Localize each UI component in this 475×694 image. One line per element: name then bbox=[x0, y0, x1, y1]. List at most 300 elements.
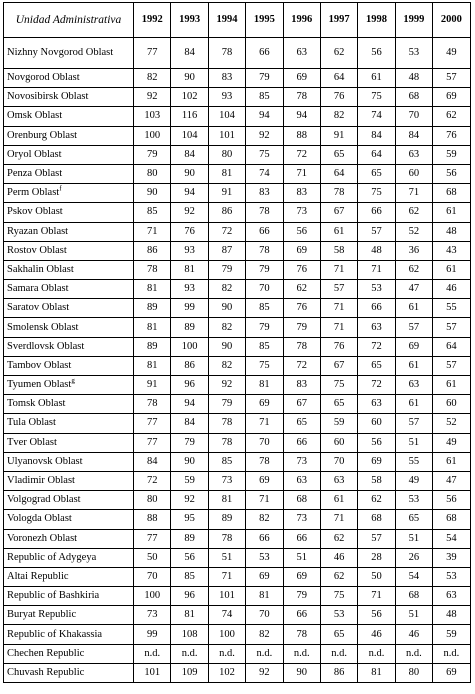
value-cell: 69 bbox=[246, 567, 283, 586]
value-cell: n.d. bbox=[283, 644, 320, 663]
value-cell: 69 bbox=[358, 452, 395, 471]
value-cell: 96 bbox=[171, 376, 208, 395]
region-name-cell bbox=[4, 299, 134, 318]
value-cell: 71 bbox=[246, 491, 283, 510]
region-name-cell bbox=[4, 452, 134, 471]
value-cell: 86 bbox=[171, 356, 208, 375]
value-cell: 68 bbox=[395, 587, 432, 606]
region-name-cell bbox=[4, 337, 134, 356]
value-cell: 71 bbox=[320, 260, 357, 279]
value-cell: 84 bbox=[171, 38, 208, 69]
value-cell: 65 bbox=[358, 164, 395, 183]
value-cell: 53 bbox=[433, 567, 470, 586]
table-row bbox=[4, 280, 471, 299]
value-cell: 67 bbox=[320, 203, 357, 222]
region-name-cell bbox=[4, 145, 134, 164]
value-cell: 62 bbox=[283, 280, 320, 299]
value-cell: 53 bbox=[320, 606, 357, 625]
value-cell: 63 bbox=[358, 395, 395, 414]
region-name-cell bbox=[4, 126, 134, 145]
value-cell: 77 bbox=[134, 414, 171, 433]
header-row bbox=[4, 3, 471, 38]
value-cell: 64 bbox=[320, 164, 357, 183]
table-row bbox=[4, 299, 471, 318]
value-cell: 78 bbox=[208, 38, 245, 69]
value-cell: 47 bbox=[433, 471, 470, 490]
value-cell: 79 bbox=[208, 395, 245, 414]
table-row bbox=[4, 164, 471, 183]
table-row bbox=[4, 260, 471, 279]
table-row bbox=[4, 663, 471, 682]
value-cell: 49 bbox=[395, 471, 432, 490]
region-name: Rostov Oblast bbox=[7, 244, 67, 256]
value-cell: 103 bbox=[134, 107, 171, 126]
value-cell: 54 bbox=[433, 529, 470, 548]
value-cell: 65 bbox=[283, 414, 320, 433]
table-header bbox=[4, 3, 471, 38]
value-cell: 76 bbox=[283, 299, 320, 318]
region-name: Tomsk Oblast bbox=[7, 398, 66, 410]
value-cell: 78 bbox=[134, 260, 171, 279]
table-row bbox=[4, 356, 471, 375]
value-cell: 62 bbox=[320, 529, 357, 548]
region-name-cell bbox=[4, 280, 134, 299]
value-cell: 70 bbox=[134, 567, 171, 586]
value-cell: 92 bbox=[171, 203, 208, 222]
region-name-cell bbox=[4, 587, 134, 606]
region-name: Perm Oblast bbox=[7, 187, 60, 199]
value-cell: n.d. bbox=[134, 644, 171, 663]
region-name-cell bbox=[4, 356, 134, 375]
value-cell: 56 bbox=[358, 606, 395, 625]
table-row bbox=[4, 644, 471, 663]
value-cell: 83 bbox=[283, 184, 320, 203]
value-cell: 48 bbox=[358, 241, 395, 260]
value-cell: 71 bbox=[134, 222, 171, 241]
table-row bbox=[4, 222, 471, 241]
region-name: Ryazan Oblast bbox=[7, 225, 69, 237]
value-cell: 79 bbox=[134, 145, 171, 164]
region-name: Samara Oblast bbox=[7, 283, 69, 295]
value-cell: 62 bbox=[395, 260, 432, 279]
value-cell: 79 bbox=[283, 587, 320, 606]
region-name: Republic of Bashkiria bbox=[7, 590, 100, 602]
value-cell: 56 bbox=[358, 433, 395, 452]
value-cell: 70 bbox=[246, 280, 283, 299]
value-cell: 69 bbox=[246, 395, 283, 414]
value-cell: 52 bbox=[395, 222, 432, 241]
value-cell: 60 bbox=[358, 414, 395, 433]
value-cell: 62 bbox=[320, 38, 357, 69]
footnote-marker: g bbox=[71, 376, 75, 385]
table-row bbox=[4, 452, 471, 471]
value-cell: 91 bbox=[320, 126, 357, 145]
region-name: Volgograd Oblast bbox=[7, 494, 81, 506]
table-row bbox=[4, 88, 471, 107]
value-cell: 59 bbox=[320, 414, 357, 433]
table-row bbox=[4, 69, 471, 88]
value-cell: 59 bbox=[433, 625, 470, 644]
value-cell: 83 bbox=[208, 69, 245, 88]
value-cell: 84 bbox=[358, 126, 395, 145]
value-cell: 82 bbox=[208, 318, 245, 337]
value-cell: 76 bbox=[320, 88, 357, 107]
value-cell: 68 bbox=[358, 510, 395, 529]
value-cell: 57 bbox=[358, 529, 395, 548]
region-name: Sverdlovsk Oblast bbox=[7, 340, 85, 352]
value-cell: 68 bbox=[283, 491, 320, 510]
value-cell: 28 bbox=[358, 548, 395, 567]
value-cell: 51 bbox=[395, 606, 432, 625]
value-cell: 53 bbox=[246, 548, 283, 567]
value-cell: 102 bbox=[208, 663, 245, 682]
table-row bbox=[4, 203, 471, 222]
value-cell: 79 bbox=[246, 318, 283, 337]
value-cell: 48 bbox=[433, 606, 470, 625]
value-cell: 81 bbox=[134, 318, 171, 337]
region-name: Sakhalin Oblast bbox=[7, 263, 74, 275]
value-cell: 78 bbox=[246, 452, 283, 471]
value-cell: 73 bbox=[283, 510, 320, 529]
regional-data-table bbox=[3, 2, 471, 683]
region-name-cell bbox=[4, 644, 134, 663]
region-name-cell bbox=[4, 38, 134, 69]
value-cell: 66 bbox=[283, 433, 320, 452]
value-cell: 81 bbox=[246, 587, 283, 606]
value-cell: 75 bbox=[358, 184, 395, 203]
value-cell: 82 bbox=[246, 510, 283, 529]
value-cell: 69 bbox=[283, 567, 320, 586]
value-cell: 73 bbox=[134, 606, 171, 625]
value-cell: 81 bbox=[134, 356, 171, 375]
value-cell: 62 bbox=[320, 567, 357, 586]
region-name-cell bbox=[4, 567, 134, 586]
value-cell: 92 bbox=[171, 491, 208, 510]
value-cell: 89 bbox=[171, 318, 208, 337]
value-cell: 95 bbox=[171, 510, 208, 529]
year-column-header: 1992 bbox=[134, 3, 171, 38]
value-cell: 88 bbox=[283, 126, 320, 145]
value-cell: 50 bbox=[134, 548, 171, 567]
value-cell: 81 bbox=[134, 280, 171, 299]
value-cell: 68 bbox=[395, 88, 432, 107]
value-cell: 78 bbox=[208, 433, 245, 452]
value-cell: 46 bbox=[358, 625, 395, 644]
value-cell: 71 bbox=[320, 299, 357, 318]
value-cell: 26 bbox=[395, 548, 432, 567]
value-cell: 70 bbox=[246, 606, 283, 625]
value-cell: 65 bbox=[358, 356, 395, 375]
value-cell: 94 bbox=[246, 107, 283, 126]
table-row bbox=[4, 318, 471, 337]
value-cell: 78 bbox=[246, 203, 283, 222]
region-name: Tyumen Oblast bbox=[7, 379, 72, 391]
value-cell: 86 bbox=[208, 203, 245, 222]
value-cell: 94 bbox=[283, 107, 320, 126]
value-cell: 48 bbox=[395, 69, 432, 88]
year-column-header: 1995 bbox=[246, 3, 283, 38]
value-cell: 61 bbox=[433, 260, 470, 279]
value-cell: 66 bbox=[246, 529, 283, 548]
value-cell: 60 bbox=[395, 164, 432, 183]
value-cell: 64 bbox=[320, 69, 357, 88]
value-cell: 63 bbox=[320, 471, 357, 490]
value-cell: 56 bbox=[358, 38, 395, 69]
value-cell: 55 bbox=[395, 452, 432, 471]
region-name-cell bbox=[4, 376, 134, 395]
value-cell: 71 bbox=[320, 318, 357, 337]
value-cell: 53 bbox=[395, 38, 432, 69]
region-name-cell bbox=[4, 88, 134, 107]
value-cell: 88 bbox=[134, 510, 171, 529]
value-cell: 101 bbox=[208, 126, 245, 145]
value-cell: 67 bbox=[283, 395, 320, 414]
value-cell: 90 bbox=[208, 299, 245, 318]
value-cell: 57 bbox=[433, 69, 470, 88]
value-cell: 76 bbox=[320, 337, 357, 356]
value-cell: 83 bbox=[246, 184, 283, 203]
value-cell: 116 bbox=[171, 107, 208, 126]
region-name-cell bbox=[4, 548, 134, 567]
value-cell: 39 bbox=[433, 548, 470, 567]
value-cell: 84 bbox=[171, 145, 208, 164]
value-cell: 89 bbox=[208, 510, 245, 529]
year-column-header: 1994 bbox=[208, 3, 245, 38]
value-cell: 90 bbox=[171, 452, 208, 471]
value-cell: 77 bbox=[134, 529, 171, 548]
value-cell: 63 bbox=[358, 318, 395, 337]
value-cell: 61 bbox=[395, 395, 432, 414]
value-cell: n.d. bbox=[171, 644, 208, 663]
value-cell: 89 bbox=[171, 529, 208, 548]
value-cell: 75 bbox=[246, 356, 283, 375]
value-cell: 64 bbox=[433, 337, 470, 356]
value-cell: 85 bbox=[246, 299, 283, 318]
value-cell: 59 bbox=[171, 471, 208, 490]
value-cell: 60 bbox=[320, 433, 357, 452]
table-row bbox=[4, 395, 471, 414]
value-cell: 84 bbox=[134, 452, 171, 471]
region-name-cell bbox=[4, 395, 134, 414]
region-name-cell bbox=[4, 414, 134, 433]
value-cell: 78 bbox=[134, 395, 171, 414]
value-cell: 69 bbox=[433, 663, 470, 682]
value-cell: 71 bbox=[283, 164, 320, 183]
value-cell: 93 bbox=[208, 88, 245, 107]
table-row bbox=[4, 184, 471, 203]
table-row bbox=[4, 606, 471, 625]
table-row bbox=[4, 241, 471, 260]
value-cell: 78 bbox=[208, 529, 245, 548]
value-cell: 56 bbox=[283, 222, 320, 241]
value-cell: 81 bbox=[246, 376, 283, 395]
value-cell: 53 bbox=[395, 491, 432, 510]
year-column-header: 1993 bbox=[171, 3, 208, 38]
value-cell: 70 bbox=[246, 433, 283, 452]
value-cell: 82 bbox=[208, 356, 245, 375]
year-column-header: 2000 bbox=[433, 3, 470, 38]
value-cell: n.d. bbox=[395, 644, 432, 663]
region-name: Tambov Oblast bbox=[7, 359, 72, 371]
table-row bbox=[4, 567, 471, 586]
value-cell: 72 bbox=[283, 145, 320, 164]
value-cell: 61 bbox=[358, 69, 395, 88]
value-cell: 72 bbox=[358, 337, 395, 356]
value-cell: 69 bbox=[283, 69, 320, 88]
table-row bbox=[4, 471, 471, 490]
value-cell: 69 bbox=[395, 337, 432, 356]
value-cell: 78 bbox=[320, 184, 357, 203]
value-cell: 85 bbox=[246, 337, 283, 356]
region-name-cell bbox=[4, 625, 134, 644]
value-cell: 71 bbox=[246, 414, 283, 433]
value-cell: n.d. bbox=[433, 644, 470, 663]
value-cell: 90 bbox=[134, 184, 171, 203]
region-name-cell bbox=[4, 663, 134, 682]
value-cell: 81 bbox=[358, 663, 395, 682]
value-cell: 52 bbox=[433, 414, 470, 433]
value-cell: 61 bbox=[320, 222, 357, 241]
value-cell: 71 bbox=[395, 184, 432, 203]
value-cell: n.d. bbox=[320, 644, 357, 663]
value-cell: 86 bbox=[320, 663, 357, 682]
value-cell: 100 bbox=[134, 126, 171, 145]
value-cell: 71 bbox=[320, 510, 357, 529]
region-name: Oryol Oblast bbox=[7, 148, 62, 160]
region-name: Chechen Republic bbox=[7, 647, 85, 659]
value-cell: 99 bbox=[134, 625, 171, 644]
value-cell: 46 bbox=[433, 280, 470, 299]
footnote-marker: f bbox=[59, 184, 62, 193]
value-cell: 61 bbox=[433, 376, 470, 395]
value-cell: 71 bbox=[358, 260, 395, 279]
value-cell: 57 bbox=[395, 414, 432, 433]
value-cell: 69 bbox=[283, 241, 320, 260]
value-cell: 77 bbox=[134, 433, 171, 452]
region-name-cell bbox=[4, 606, 134, 625]
value-cell: 72 bbox=[208, 222, 245, 241]
value-cell: 72 bbox=[134, 471, 171, 490]
region-column-header: Unidad Administrativa bbox=[4, 3, 134, 38]
year-column-header: 1998 bbox=[358, 3, 395, 38]
value-cell: 82 bbox=[320, 107, 357, 126]
value-cell: 70 bbox=[320, 452, 357, 471]
value-cell: 48 bbox=[433, 222, 470, 241]
value-cell: 93 bbox=[171, 280, 208, 299]
value-cell: 101 bbox=[134, 663, 171, 682]
value-cell: 66 bbox=[283, 529, 320, 548]
value-cell: 80 bbox=[395, 663, 432, 682]
value-cell: 81 bbox=[171, 606, 208, 625]
value-cell: 90 bbox=[283, 663, 320, 682]
value-cell: 78 bbox=[208, 414, 245, 433]
region-name: Voronezh Oblast bbox=[7, 532, 78, 544]
value-cell: 61 bbox=[433, 452, 470, 471]
value-cell: 68 bbox=[433, 184, 470, 203]
region-name-cell bbox=[4, 471, 134, 490]
value-cell: 63 bbox=[395, 376, 432, 395]
region-name: Tula Oblast bbox=[7, 417, 56, 429]
table-row bbox=[4, 625, 471, 644]
value-cell: 102 bbox=[171, 88, 208, 107]
value-cell: 62 bbox=[433, 107, 470, 126]
value-cell: 86 bbox=[134, 241, 171, 260]
value-cell: 56 bbox=[171, 548, 208, 567]
value-cell: 101 bbox=[208, 587, 245, 606]
table-row bbox=[4, 145, 471, 164]
value-cell: 82 bbox=[134, 69, 171, 88]
value-cell: n.d. bbox=[246, 644, 283, 663]
value-cell: 56 bbox=[433, 164, 470, 183]
value-cell: 69 bbox=[433, 88, 470, 107]
region-name: Novgorod Oblast bbox=[7, 72, 80, 84]
region-name: Ulyanovsk Oblast bbox=[7, 455, 83, 467]
region-name: Saratov Oblast bbox=[7, 302, 70, 314]
value-cell: 85 bbox=[171, 567, 208, 586]
value-cell: 58 bbox=[320, 241, 357, 260]
value-cell: 78 bbox=[283, 337, 320, 356]
value-cell: 79 bbox=[283, 318, 320, 337]
region-name: Pskov Oblast bbox=[7, 206, 63, 218]
table-row bbox=[4, 414, 471, 433]
value-cell: 100 bbox=[208, 625, 245, 644]
value-cell: 65 bbox=[320, 395, 357, 414]
value-cell: 100 bbox=[134, 587, 171, 606]
value-cell: 68 bbox=[433, 510, 470, 529]
region-name-cell bbox=[4, 107, 134, 126]
value-cell: 74 bbox=[246, 164, 283, 183]
value-cell: 61 bbox=[433, 203, 470, 222]
region-name-cell bbox=[4, 222, 134, 241]
value-cell: 79 bbox=[171, 433, 208, 452]
value-cell: n.d. bbox=[208, 644, 245, 663]
region-name: Buryat Republic bbox=[7, 609, 77, 621]
value-cell: 57 bbox=[358, 222, 395, 241]
value-cell: 49 bbox=[433, 38, 470, 69]
value-cell: 82 bbox=[208, 280, 245, 299]
value-cell: 57 bbox=[433, 356, 470, 375]
value-cell: 71 bbox=[208, 567, 245, 586]
value-cell: 63 bbox=[283, 471, 320, 490]
value-cell: 89 bbox=[134, 337, 171, 356]
value-cell: 65 bbox=[320, 625, 357, 644]
value-cell: 93 bbox=[171, 241, 208, 260]
year-column-header: 1996 bbox=[283, 3, 320, 38]
region-name-cell bbox=[4, 510, 134, 529]
value-cell: 73 bbox=[283, 452, 320, 471]
value-cell: 67 bbox=[320, 356, 357, 375]
value-cell: 91 bbox=[208, 184, 245, 203]
value-cell: 108 bbox=[171, 625, 208, 644]
value-cell: 66 bbox=[358, 203, 395, 222]
value-cell: 59 bbox=[433, 145, 470, 164]
table-row bbox=[4, 491, 471, 510]
value-cell: 75 bbox=[320, 376, 357, 395]
value-cell: 55 bbox=[433, 299, 470, 318]
value-cell: 66 bbox=[246, 38, 283, 69]
region-name-cell bbox=[4, 164, 134, 183]
region-name-cell bbox=[4, 491, 134, 510]
value-cell: 104 bbox=[171, 126, 208, 145]
value-cell: 92 bbox=[246, 663, 283, 682]
value-cell: 85 bbox=[246, 88, 283, 107]
table-body bbox=[4, 38, 471, 683]
value-cell: 76 bbox=[433, 126, 470, 145]
value-cell: 74 bbox=[358, 107, 395, 126]
value-cell: 72 bbox=[358, 376, 395, 395]
table-row bbox=[4, 126, 471, 145]
value-cell: 73 bbox=[283, 203, 320, 222]
